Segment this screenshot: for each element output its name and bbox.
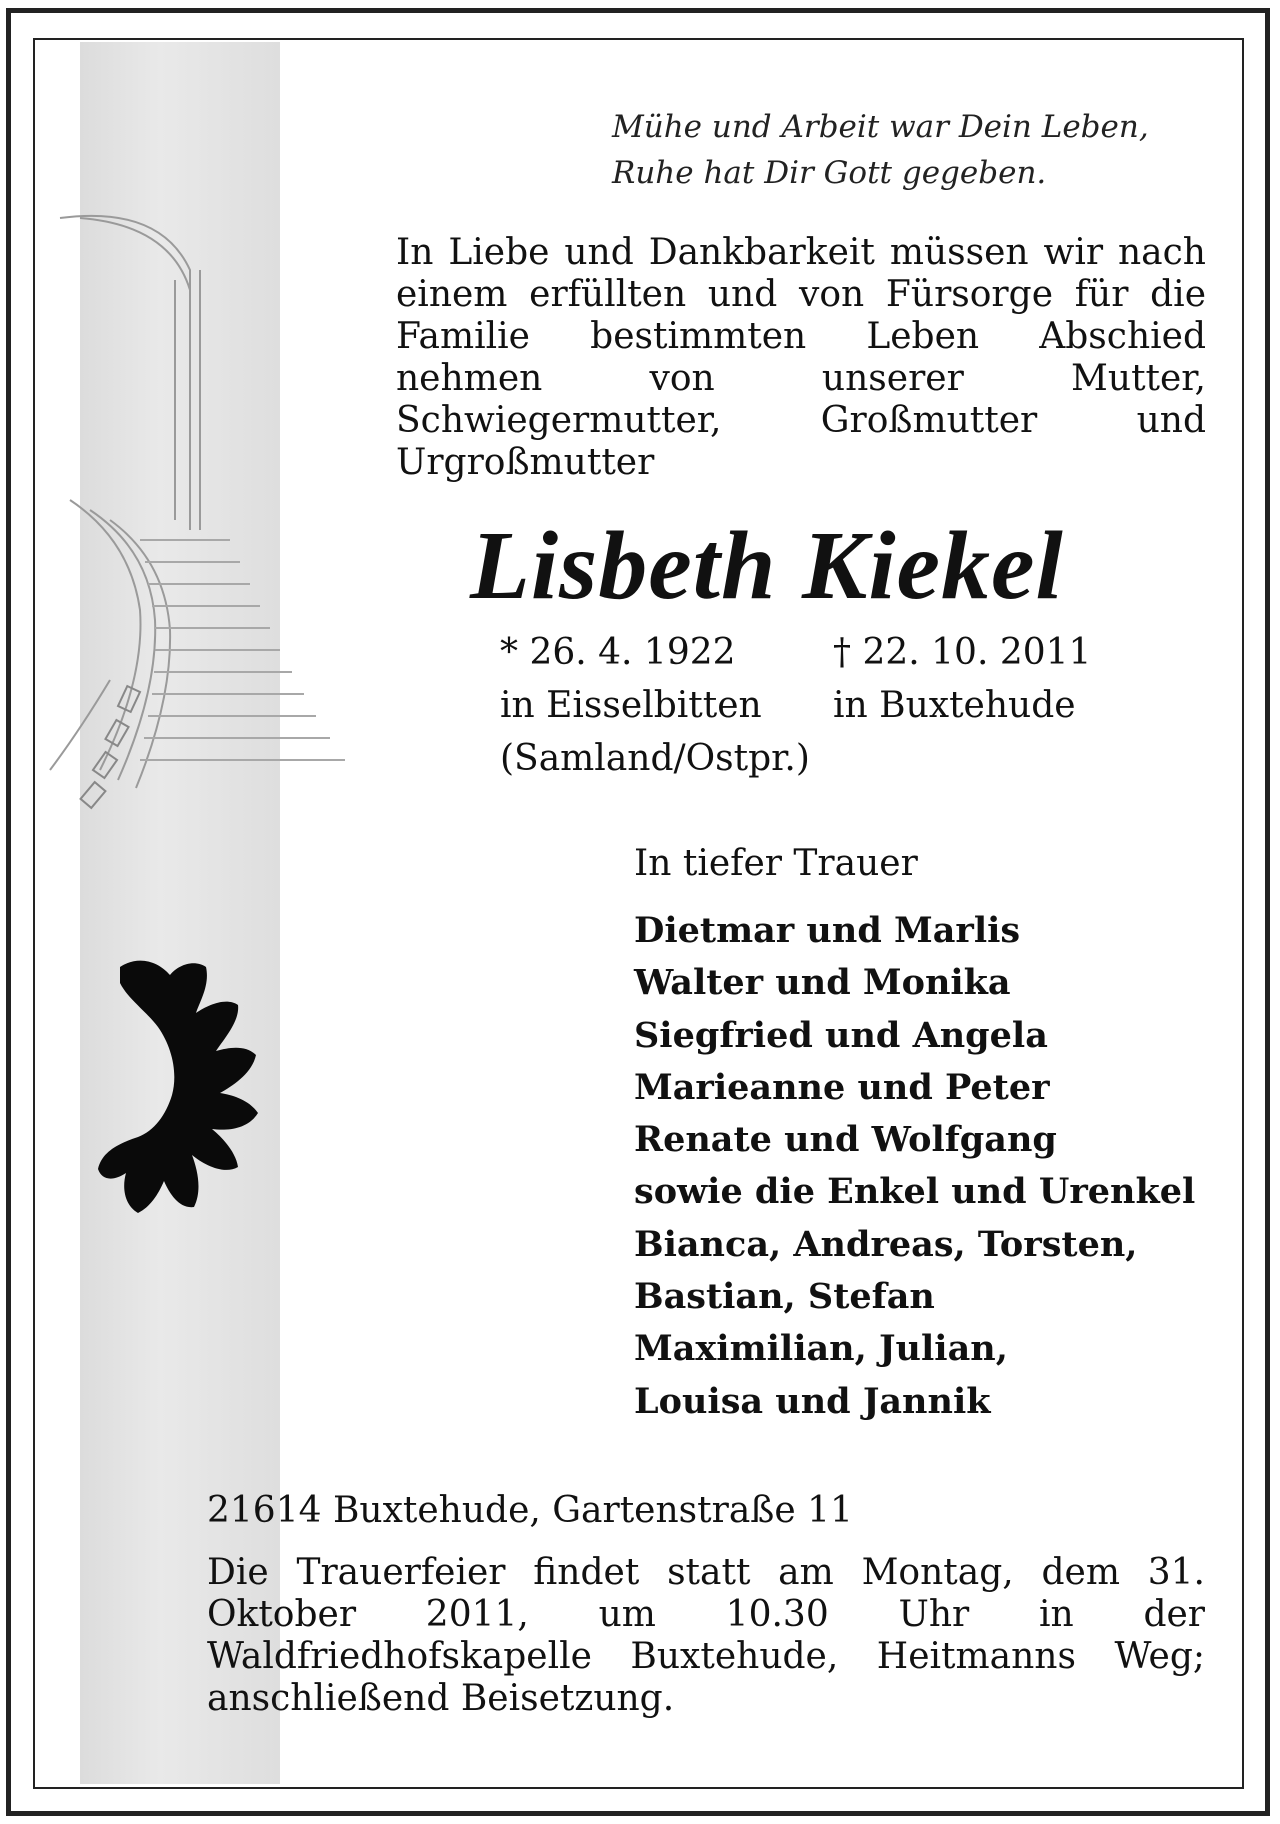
mourning-heading: In tiefer Trauer: [634, 843, 918, 884]
mourner-line: sowie die Enkel und Urenkel: [634, 1171, 1196, 1213]
mourner-line: Renate und Wolfgang: [634, 1119, 1057, 1161]
mourner-line: Louisa und Jannik: [634, 1380, 991, 1422]
birth-place: in Eisselbitten: [500, 685, 762, 726]
birth-region: (Samland/Ostpr.): [500, 738, 810, 779]
staircase-drawing-icon: [40, 210, 350, 830]
motto-line-1: Mühe und Arbeit war Dein Leben,: [612, 109, 1149, 145]
black-leaf-emblem-icon: [98, 955, 298, 1245]
mourner-line: Bastian, Stefan: [634, 1276, 935, 1318]
birth-info: [500, 626, 810, 785]
death-info: [833, 626, 1091, 732]
funeral-service-notice: Die Trauerfeier findet statt am Montag, dem 31. Oktober 2011, um 10.30 Uhr in der Waldfriedhofskapelle Buxtehude, Heitmanns Weg; anschließend Beisetzung.: [207, 1552, 1205, 1719]
deceased-name: Lisbeth Kiekel: [470, 512, 1064, 620]
mourner-line: Dietmar und Marlis: [634, 910, 1021, 951]
death-place: in Buxtehude: [833, 685, 1076, 726]
death-date: † 22. 10. 2011: [833, 632, 1092, 673]
mourner-line: Maximilian, Julian,: [634, 1328, 1008, 1370]
mourners-list: [634, 905, 1195, 1428]
mourner-line: Bianca, Andreas, Torsten,: [634, 1223, 1138, 1265]
motto-line-2: Ruhe hat Dir Gott gegeben.: [612, 155, 1047, 191]
mourner-line: Siegfried und Angela: [634, 1014, 1048, 1056]
mourner-line: Walter und Monika: [634, 962, 1011, 1004]
mourner-line: Marieanne und Peter: [634, 1066, 1050, 1108]
motto-verse: [612, 104, 1212, 196]
family-address: 21614 Buxtehude, Gartenstraße 11: [207, 1490, 853, 1531]
birth-date: * 26. 4. 1922: [500, 632, 736, 673]
intro-paragraph: In Liebe und Dankbarkeit müssen wir nach einem erfüllten und von Fürsorge für die Familie bestimmten Leben Abschied nehmen von unserer Mutter, Schwiegermutter, Großmutter und Urgroßmutter: [396, 232, 1206, 483]
